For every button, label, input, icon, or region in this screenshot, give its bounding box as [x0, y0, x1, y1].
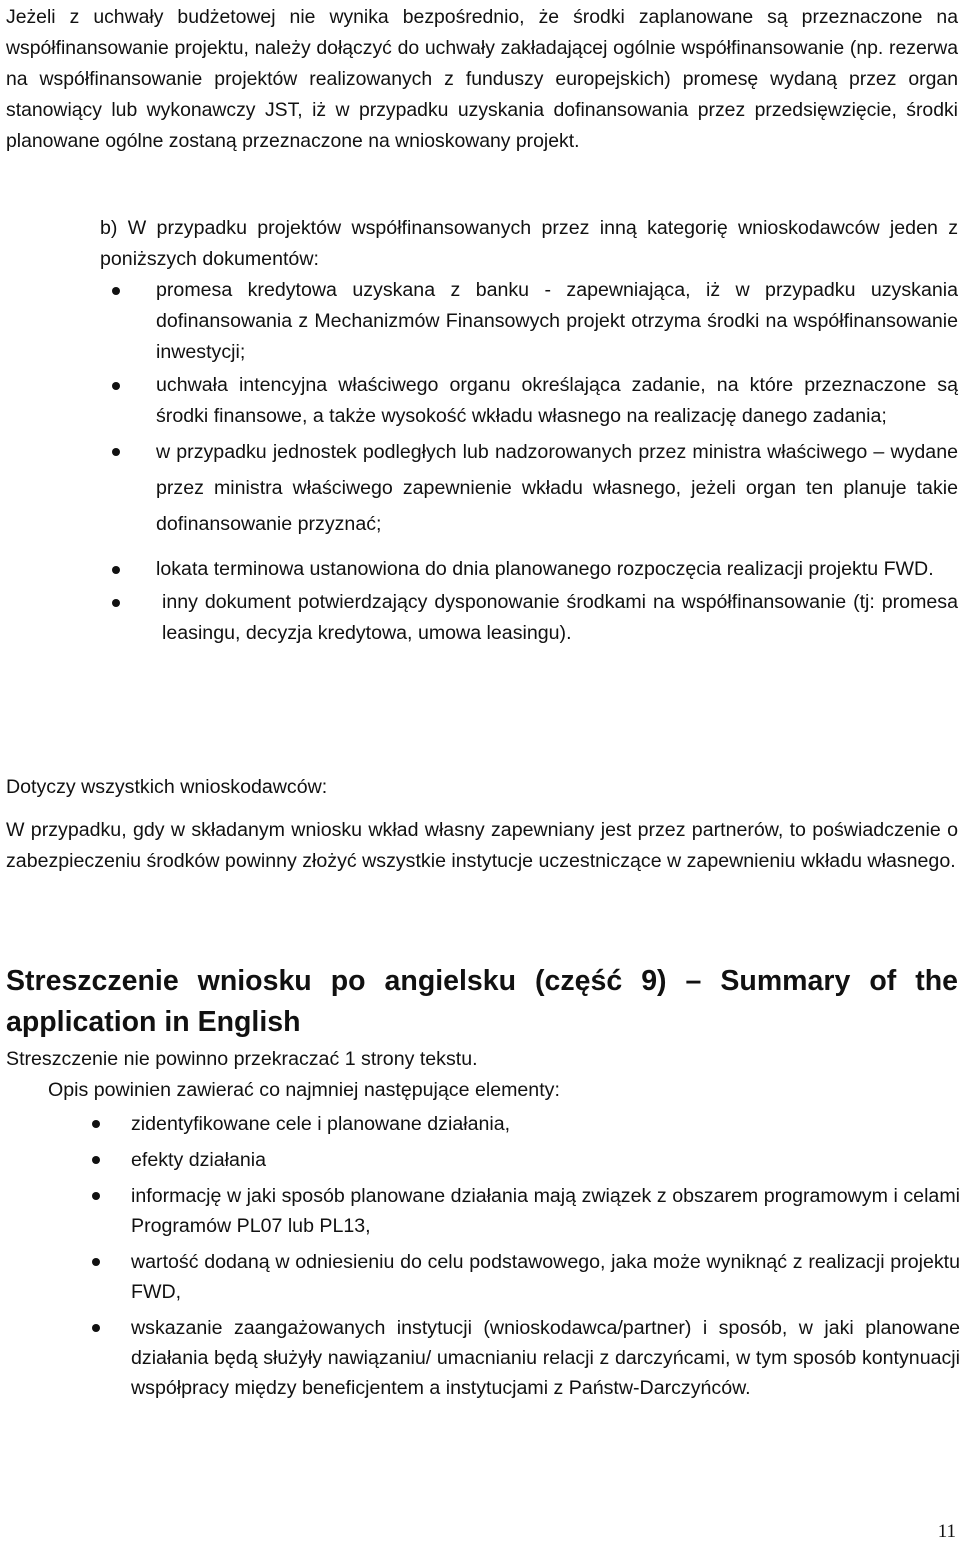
bullet-icon	[92, 1324, 100, 1332]
bullet-icon	[92, 1120, 100, 1128]
summary-list	[76, 1109, 960, 1409]
bullet-icon	[112, 599, 120, 607]
list-item-text: w przypadku jednostek podległych lub nadzorowanych przez ministra właściwego – wydane przez ministra właściwego zapewnienie wkładu własnego, jeżeli organ ten planuje takie dofinansowanie przyznać;	[156, 441, 958, 535]
list-item-text: informację w jaki sposób planowane działania mają związek z obszarem programowym i celami Programów PL07 lub PL13,	[131, 1185, 960, 1237]
list-item	[76, 1313, 960, 1403]
all-applicants-label: Dotyczy wszystkich wnioskodawców:	[6, 776, 328, 798]
list-item	[100, 434, 958, 542]
section-b-list	[100, 275, 958, 649]
list-item-text: zidentyfikowane cele i planowane działania,	[131, 1113, 511, 1135]
list-item-text: uchwała intencyjna właściwego organu określająca zadanie, na które przeznaczone są środki finansowe, a także wysokość wkładu własnego na realizację danego zadania;	[156, 374, 958, 427]
list-item	[100, 554, 958, 585]
list-item	[76, 1109, 960, 1139]
list-item	[76, 1247, 960, 1307]
list-item-text: wartość dodaną w odniesieniu do celu podstawowego, jaka może wyniknąć z realizacji projektu FWD,	[131, 1251, 960, 1303]
list-item-text: lokata terminowa ustanowiona do dnia planowanego rozpoczęcia realizacji projektu FWD.	[156, 558, 934, 580]
summary-limit-text: Streszczenie nie powinno przekraczać 1 strony tekstu.	[6, 1048, 478, 1070]
section-b-intro: b) W przypadku projektów współfinansowanych przez inną kategorię wnioskodawców jeden z poniższych dokumentów:	[100, 217, 958, 270]
page-number: 11	[937, 1521, 956, 1542]
bullet-icon	[112, 382, 120, 390]
bullet-icon	[112, 566, 120, 574]
list-item	[100, 370, 958, 432]
bullet-icon	[92, 1156, 100, 1164]
bullet-icon	[112, 287, 120, 295]
list-item	[100, 275, 958, 368]
list-item	[76, 1145, 960, 1175]
summary-intro-text: Opis powinien zawierać co najmniej następujące elementy:	[48, 1079, 560, 1101]
list-item	[76, 1181, 960, 1241]
list-item-text: wskazanie zaangażowanych instytucji (wnioskodawca/partner) i sposób, w jaki planowane działania będą służyły nawiązaniu/ umacnianiu relacji z darczyńcami, w tym sposób kontynuacji współpracy między beneficjentem a instytucjami z Państw-Darczyńców.	[131, 1317, 960, 1399]
list-item-text: efekty działania	[131, 1149, 267, 1171]
list-item-text: inny dokument potwierdzający dysponowanie środkami na współfinansowanie (tj: promesa leasingu, decyzja kredytowa, umowa leasingu).	[162, 591, 958, 644]
list-item	[100, 587, 958, 649]
bullet-icon	[92, 1258, 100, 1266]
bullet-icon	[112, 448, 120, 456]
intro-paragraph: Jeżeli z uchwały budżetowej nie wynika bezpośrednio, że środki zaplanowane są przeznaczone na współfinansowanie projektu, należy dołączyć do uchwały zakładającej ogólnie współfinansowanie (np. rezerwa na współfinansowanie projektów realizowanych z funduszy europejskich) promesę wydaną przez organ stanowiący lub wykonawczy JST, iż w przypadku uzyskania dofinansowania przez przedsięwzięcie, środki planowane ogólne zostaną przeznaczone na wnioskowany projekt.	[6, 6, 958, 152]
bullet-icon	[92, 1192, 100, 1200]
list-item-text: promesa kredytowa uzyskana z banku - zapewniająca, iż w przypadku uzyskania dofinansowania z Mechanizmów Finansowych projekt otrzyma środki na współfinansowanie inwestycji;	[156, 279, 958, 363]
all-applicants-paragraph: W przypadku, gdy w składanym wniosku wkład własny zapewniany jest przez partnerów, to poświadczenie o zabezpieczeniu środków powinny złożyć wszystkie instytucje uczestniczące w zapewnieniu wkładu własnego.	[6, 819, 958, 872]
summary-heading: Streszczenie wniosku po angielsku (część 9) – Summary of the application in English	[6, 965, 958, 1038]
